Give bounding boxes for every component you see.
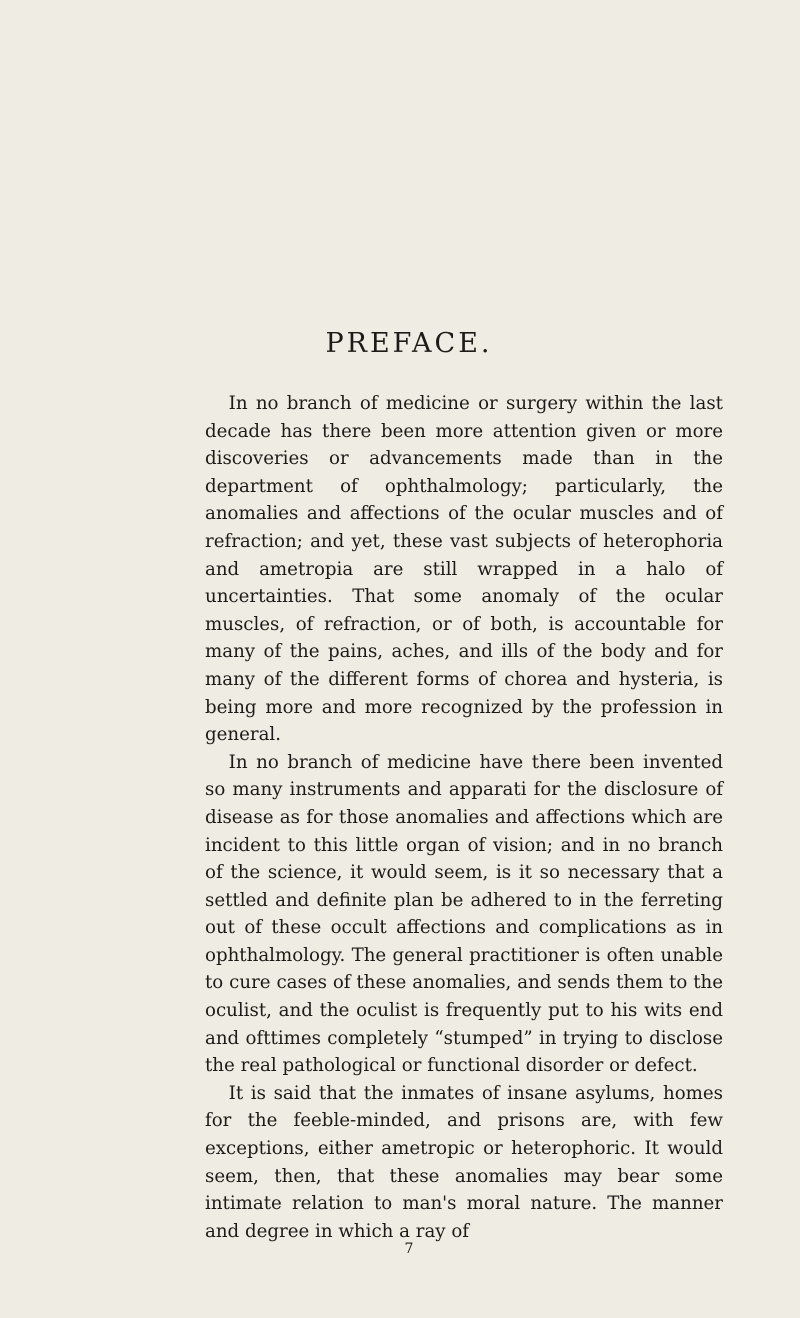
paragraph: It is said that the inmates of insane asylums, homes for the feeble-minded, and prisons are, with few exceptions, either ametropic or heterophoric. It would seem, then, that these anomalies may bear some intimate relation to man's moral nature. The manner and degree in which a ray of: [205, 1082, 723, 1242]
page-number: 7: [404, 1241, 414, 1257]
paragraph: In no branch of medicine or surgery within the last decade has there been more attention given or more discoveries or advancements made than in the department of ophthalmology; particularly, the anomalies and affections of the ocular muscles and of refraction; and yet, these vast subjects of heterophoria and ametropia are still wrapped in a halo of uncertainties. That some anomaly of the ocular muscles, of refraction, or of both, is accountable for many of the pains, aches, and ills of the body and for many of the different forms of chorea and hysteria, is being more and more recognized by the profession in general.: [205, 393, 723, 746]
page-title: PREFACE.: [325, 328, 493, 359]
preface-body: [205, 390, 723, 1245]
paragraph: In no branch of medicine have there been invented so many instruments and apparati for the disclosure of disease as for those anomalies and affections which are incident to this little organ of vision; and in no branch of the science, it would seem, is it so necessary that a settled and definite plan be adhered to in the ferreting out of these occult affections and complications as in ophthalmology. The general practitioner is often unable to cure cases of these anomalies, and sends them to the oculist, and the oculist is frequently put to his wits end and ofttimes completely “stumped” in trying to disclose the real pathological or functional disorder or defect.: [205, 751, 723, 1077]
